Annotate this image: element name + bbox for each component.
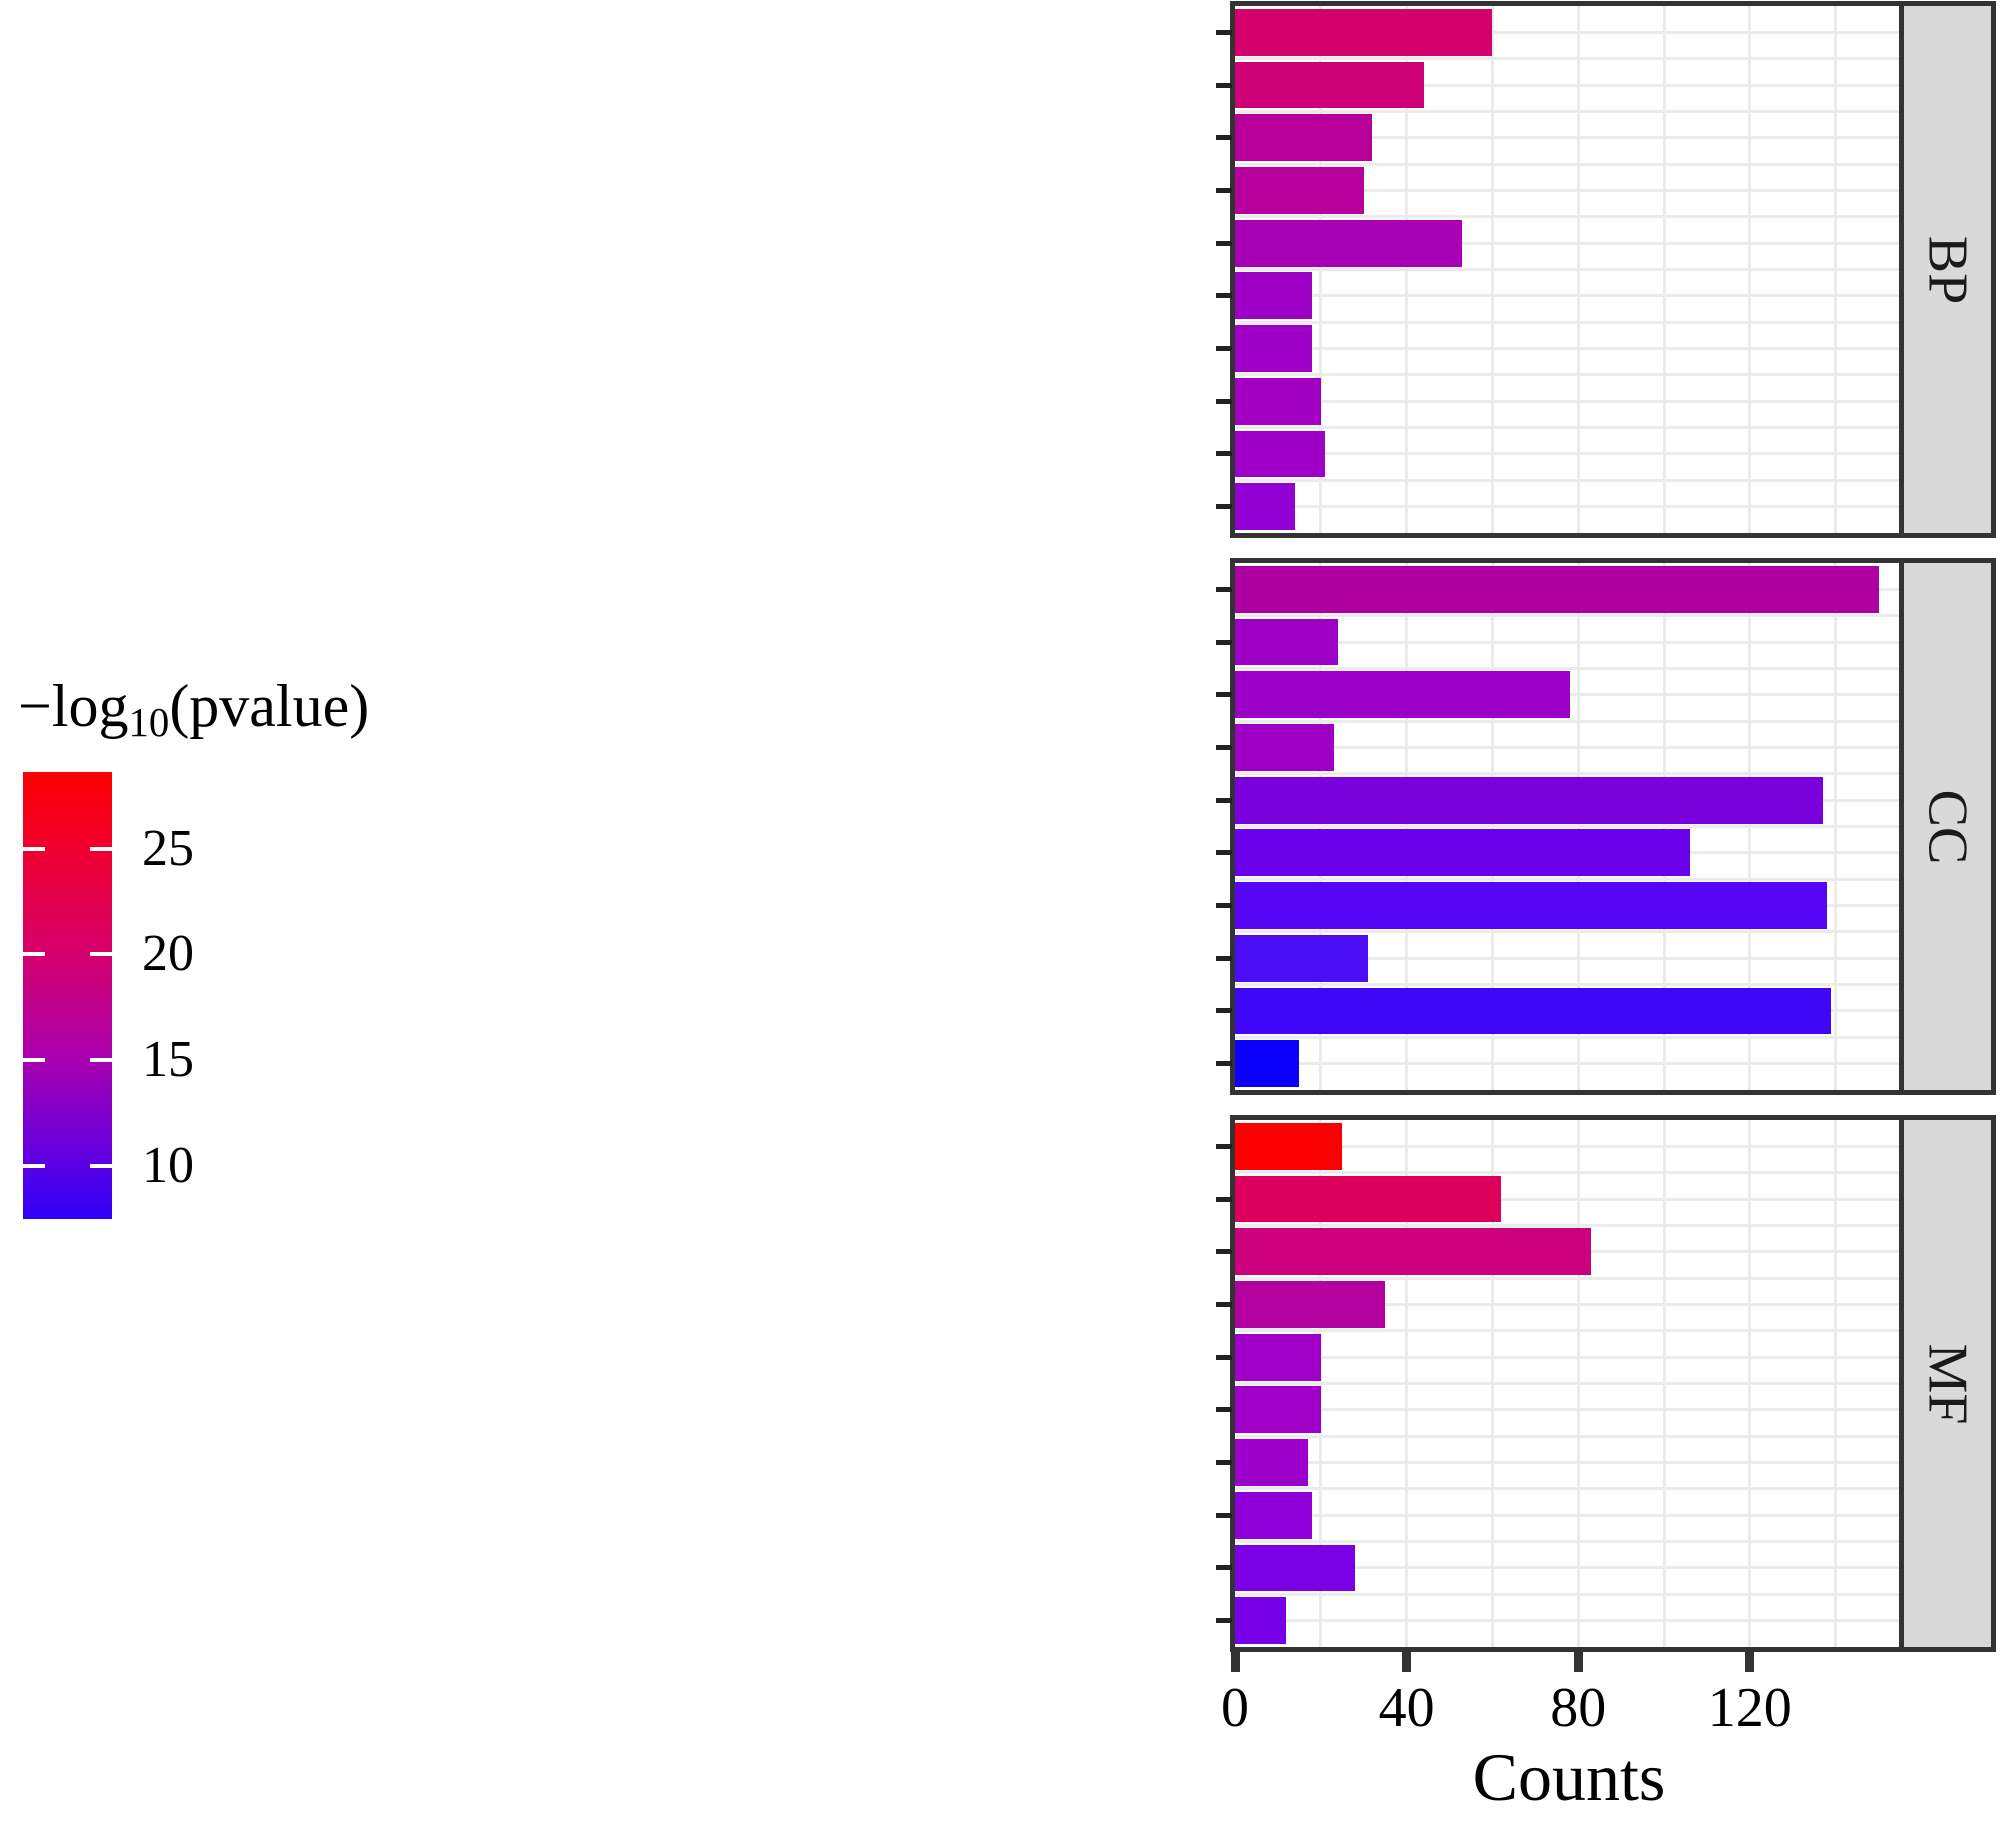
bar xyxy=(1235,829,1690,876)
facet-panel-bp xyxy=(1230,1,1906,538)
y-axis-tick xyxy=(1216,399,1232,404)
gridline-horizontal xyxy=(1235,1382,1901,1385)
facet-strip-cc xyxy=(1899,558,1996,1095)
bar xyxy=(1235,1439,1308,1486)
colorbar-tick-right xyxy=(90,1058,112,1062)
gridline-horizontal xyxy=(1235,1487,1901,1490)
y-axis-tick xyxy=(1216,850,1232,855)
y-axis-tick xyxy=(1216,1513,1232,1518)
y-axis-tick xyxy=(1216,1460,1232,1465)
gridline-horizontal xyxy=(1235,505,1901,508)
bar xyxy=(1235,1040,1299,1087)
legend-title-subscript: 10 xyxy=(128,700,170,746)
gridline-horizontal xyxy=(1235,614,1901,617)
bar xyxy=(1235,1386,1321,1433)
gridline-horizontal xyxy=(1235,1408,1901,1411)
colorbar-tick-label: 20 xyxy=(142,924,194,982)
bar xyxy=(1235,619,1338,666)
facet-strip-label: BP xyxy=(1916,235,1979,304)
facet-panel-mf xyxy=(1230,1115,1906,1652)
gridline-horizontal xyxy=(1235,1062,1901,1065)
bar xyxy=(1235,1123,1342,1170)
gridline-horizontal xyxy=(1235,426,1901,429)
bar xyxy=(1235,988,1831,1035)
y-axis-tick xyxy=(1216,293,1232,298)
gridline-horizontal xyxy=(1235,373,1901,376)
bar xyxy=(1235,1545,1355,1592)
colorbar-tick-label: 10 xyxy=(142,1136,194,1194)
y-axis-tick xyxy=(1216,451,1232,456)
gridline-horizontal xyxy=(1235,1619,1901,1622)
bar xyxy=(1235,777,1823,824)
gridline-horizontal xyxy=(1235,825,1901,828)
bar xyxy=(1235,9,1492,56)
gridline-horizontal xyxy=(1235,1435,1901,1438)
gridline-horizontal xyxy=(1235,1329,1901,1332)
y-axis-tick xyxy=(1216,640,1232,645)
y-axis-tick xyxy=(1216,1302,1232,1307)
gridline-horizontal xyxy=(1235,294,1901,297)
colorbar-tick-left xyxy=(23,1164,45,1168)
gridline-horizontal xyxy=(1235,930,1901,933)
gridline-horizontal xyxy=(1235,1593,1901,1596)
gridline-horizontal xyxy=(1235,1171,1901,1174)
gridline-horizontal xyxy=(1235,878,1901,881)
x-axis-tick xyxy=(1402,1651,1411,1672)
y-axis-tick xyxy=(1216,1008,1232,1013)
y-axis-tick xyxy=(1216,504,1232,509)
gridline-horizontal xyxy=(1235,772,1901,775)
colorbar-tick-label: 15 xyxy=(142,1030,194,1088)
y-axis-tick xyxy=(1216,1618,1232,1623)
y-axis-tick xyxy=(1216,903,1232,908)
bar xyxy=(1235,724,1334,771)
gridline-horizontal xyxy=(1235,1224,1901,1227)
y-axis-tick xyxy=(1216,1565,1232,1570)
bar xyxy=(1235,1281,1385,1328)
gridline-horizontal xyxy=(1235,1356,1901,1359)
x-axis-tick xyxy=(1231,1651,1240,1672)
bar xyxy=(1235,325,1312,372)
x-axis-tick xyxy=(1574,1651,1583,1672)
y-axis-tick xyxy=(1216,1407,1232,1412)
gridline-horizontal xyxy=(1235,1277,1901,1280)
bar xyxy=(1235,566,1879,613)
y-axis-tick xyxy=(1216,1144,1232,1149)
y-axis-tick xyxy=(1216,1061,1232,1066)
facet-panel-cc xyxy=(1230,558,1906,1095)
gridline-horizontal xyxy=(1235,983,1901,986)
gridline-horizontal xyxy=(1235,1540,1901,1543)
colorbar-tick-right xyxy=(90,847,112,851)
bar xyxy=(1235,378,1321,425)
bar xyxy=(1235,272,1312,319)
bar xyxy=(1235,671,1570,718)
y-axis-tick xyxy=(1216,1249,1232,1254)
colorbar-gradient xyxy=(23,772,112,1219)
y-axis-tick xyxy=(1216,956,1232,961)
gridline-horizontal xyxy=(1235,746,1901,749)
y-axis-tick xyxy=(1216,241,1232,246)
legend-title xyxy=(18,672,369,746)
y-axis-tick xyxy=(1216,1197,1232,1202)
x-axis-tick xyxy=(1745,1651,1754,1672)
gridline-horizontal xyxy=(1235,452,1901,455)
colorbar-tick-right xyxy=(90,952,112,956)
x-axis-tick-label: 80 xyxy=(1550,1677,1607,1739)
colorbar-tick-left xyxy=(23,1058,45,1062)
colorbar-tick-left xyxy=(23,847,45,851)
bar xyxy=(1235,935,1368,982)
colorbar-tick-label: 25 xyxy=(142,819,194,877)
bar xyxy=(1235,62,1424,109)
y-axis-tick xyxy=(1216,692,1232,697)
y-axis-tick xyxy=(1216,83,1232,88)
x-axis-tick-label: 0 xyxy=(1221,1677,1249,1739)
gridline-horizontal xyxy=(1235,321,1901,324)
gridline-horizontal xyxy=(1235,163,1901,166)
bar xyxy=(1235,220,1462,267)
legend-title-suffix: (pvalue) xyxy=(169,673,370,739)
bar xyxy=(1235,1334,1321,1381)
bar xyxy=(1235,1492,1312,1539)
y-axis-tick xyxy=(1216,587,1232,592)
gridline-horizontal xyxy=(1235,479,1901,482)
bar xyxy=(1235,167,1364,214)
facet-strip-bp xyxy=(1899,1,1996,538)
facet-strip-mf xyxy=(1899,1115,1996,1652)
y-axis-tick xyxy=(1216,798,1232,803)
gridline-horizontal xyxy=(1235,1461,1901,1464)
x-axis-tick-label: 120 xyxy=(1707,1677,1792,1739)
x-axis-title: Counts xyxy=(1472,1739,1666,1815)
legend-title-prefix: −log xyxy=(18,673,129,739)
colorbar-tick-left xyxy=(23,952,45,956)
bar xyxy=(1235,483,1295,530)
gridline-horizontal xyxy=(1235,268,1901,271)
gridline-horizontal xyxy=(1235,215,1901,218)
gridline-horizontal xyxy=(1235,57,1901,60)
gridline-horizontal xyxy=(1235,1514,1901,1517)
bar xyxy=(1235,1176,1501,1223)
facet-strip-label: CC xyxy=(1916,789,1979,864)
y-axis-tick xyxy=(1216,135,1232,140)
gridline-horizontal xyxy=(1235,347,1901,350)
bar xyxy=(1235,1228,1591,1275)
y-axis-tick xyxy=(1216,188,1232,193)
y-axis-tick xyxy=(1216,30,1232,35)
gridline-horizontal xyxy=(1235,400,1901,403)
gridline-horizontal xyxy=(1235,667,1901,670)
y-axis-tick xyxy=(1216,745,1232,750)
y-axis-tick xyxy=(1216,346,1232,351)
gridline-horizontal xyxy=(1235,1036,1901,1039)
bar xyxy=(1235,114,1372,161)
x-axis-tick-label: 40 xyxy=(1378,1677,1435,1739)
bar xyxy=(1235,1597,1286,1644)
gridline-horizontal xyxy=(1235,720,1901,723)
bar xyxy=(1235,882,1827,929)
y-axis-tick xyxy=(1216,1355,1232,1360)
facet-strip-label: MF xyxy=(1916,1343,1979,1424)
bar xyxy=(1235,431,1325,478)
colorbar-tick-right xyxy=(90,1164,112,1168)
gridline-horizontal xyxy=(1235,110,1901,113)
